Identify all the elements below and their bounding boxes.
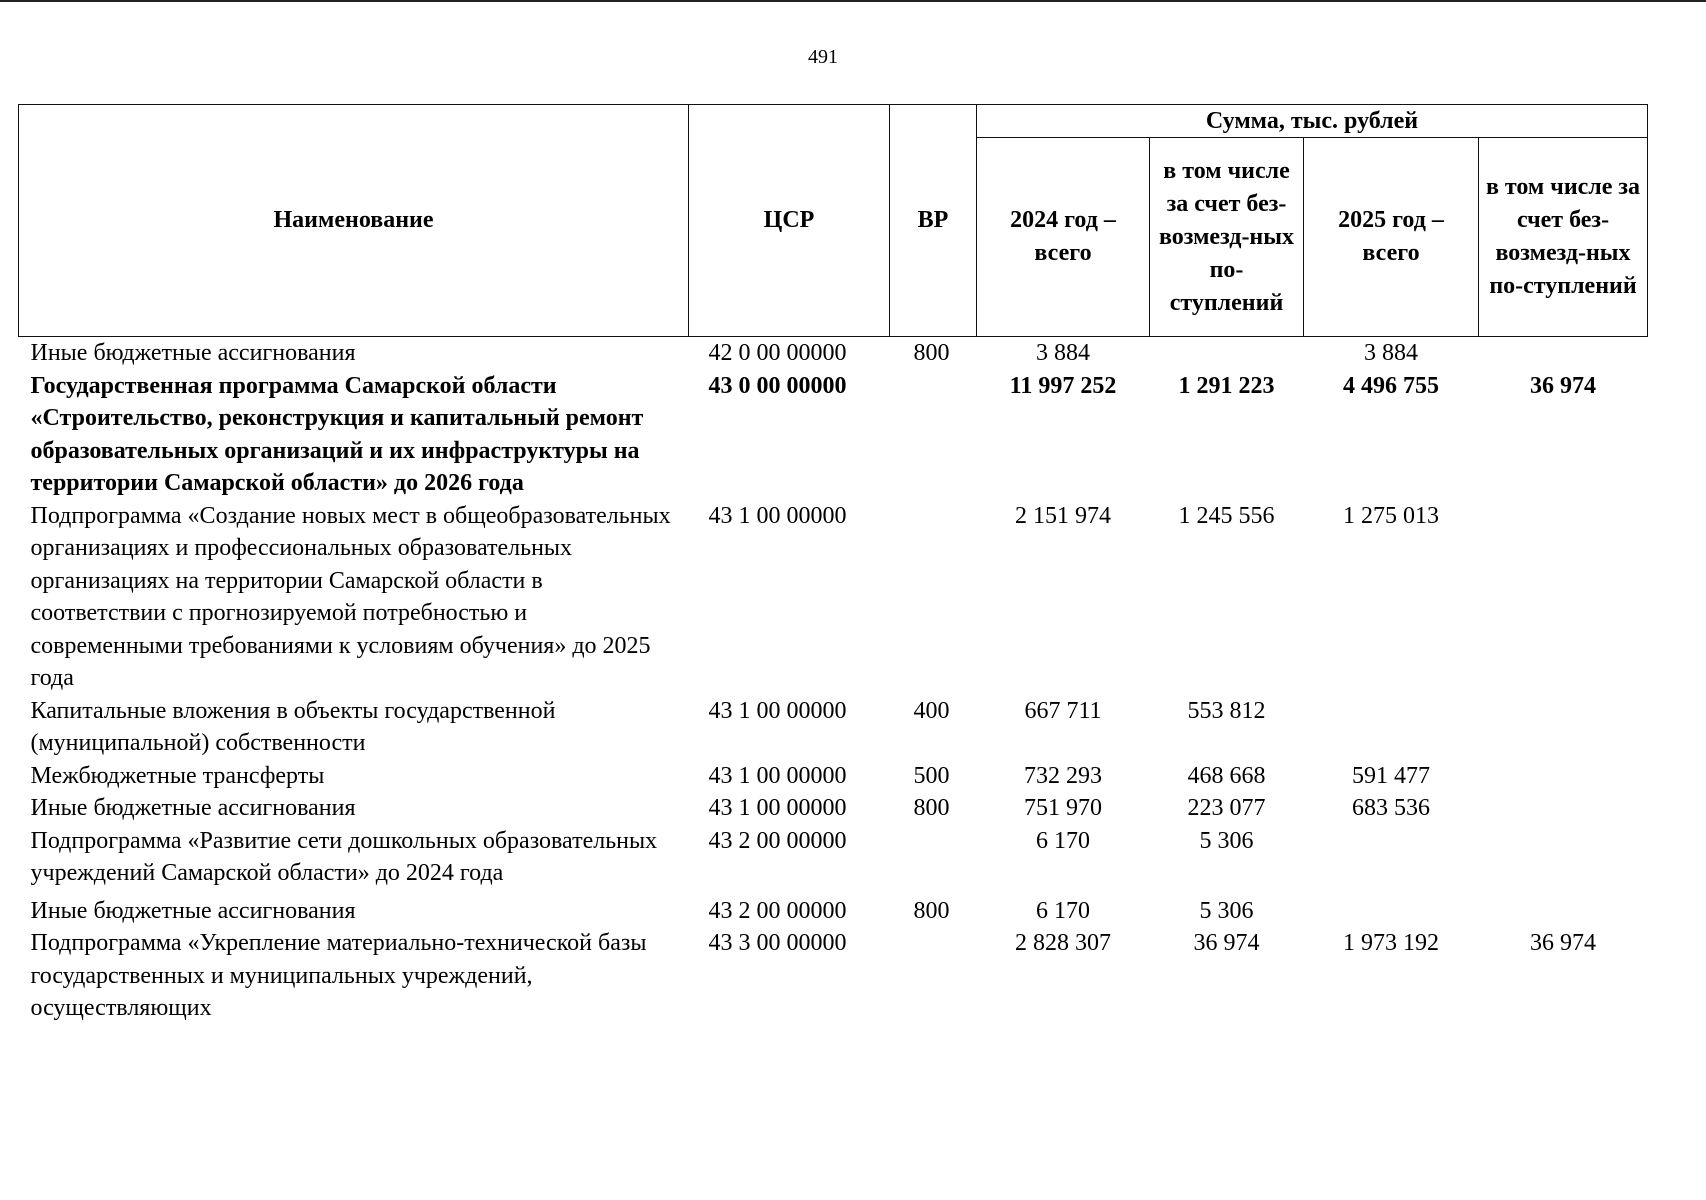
row-2024-grants: 468 668: [1187, 762, 1266, 789]
row-2025-grants: 36 974: [1530, 372, 1596, 399]
row-2025-total: 683 536: [1352, 795, 1430, 821]
row-2024-grants: 5 306: [1199, 897, 1254, 924]
row-vr: 500: [913, 762, 950, 789]
row-2025-total: [1304, 825, 1479, 890]
row-2024-grants: 553 812: [1187, 697, 1266, 724]
row-csr: 43 1 00 00000: [708, 762, 847, 789]
row-csr: 43 1 00 00000: [708, 697, 847, 724]
header-2024-total: 2024 год – всего: [977, 138, 1150, 337]
row-2024-total: 2 828 307: [1015, 930, 1111, 956]
row-2025-total: 1 973 192: [1343, 930, 1439, 956]
table-row: [19, 792, 1648, 825]
row-2025-grants: [1479, 500, 1648, 695]
row-csr: 43 3 00 00000: [708, 930, 847, 956]
row-name: Подпрограмма «Укрепление материально-технической базы государственных и муниципальных учреждений, осуществляющих: [30, 930, 647, 1021]
header-csr: ЦСР: [689, 105, 890, 337]
row-2024-total: 751 970: [1024, 795, 1102, 821]
row-2024-total: 6 170: [1036, 827, 1090, 854]
row-2024-total: 667 711: [1024, 697, 1102, 724]
row-2025-total: [1304, 695, 1479, 760]
row-vr: [890, 927, 977, 1025]
row-name: Иные бюджетные ассигнования: [30, 795, 356, 821]
row-csr: 43 2 00 00000: [708, 827, 847, 854]
header-name: Наименование: [19, 105, 689, 337]
row-2025-grants: [1479, 792, 1648, 825]
row-vr: [890, 370, 977, 500]
table-row: [19, 695, 1648, 760]
row-2024-grants: 1 291 223: [1178, 372, 1275, 399]
row-2024-grants: 5 306: [1199, 827, 1254, 854]
header-vr: ВР: [890, 105, 977, 337]
top-rule: [0, 0, 1706, 2]
row-2024-total: 6 170: [1036, 897, 1090, 924]
row-vr: [890, 500, 977, 695]
row-2024-grants: 223 077: [1187, 795, 1266, 821]
row-2024-total: 11 997 252: [1009, 372, 1117, 399]
row-name: Иные бюджетные ассигнования: [30, 340, 356, 366]
row-name: Межбюджетные трансферты: [30, 762, 325, 789]
table-row: [19, 825, 1648, 890]
table-row: [19, 760, 1648, 793]
table-row: [19, 890, 1648, 928]
row-vr: 800: [913, 795, 950, 821]
header-sum-group: Сумма, тыс. рублей: [977, 105, 1648, 138]
row-name: Иные бюджетные ассигнования: [30, 897, 356, 924]
row-2025-grants: [1479, 825, 1648, 890]
row-2025-grants: 36 974: [1530, 930, 1596, 956]
row-2025-grants: [1479, 890, 1648, 928]
table-row: [19, 500, 1648, 695]
row-2024-total: 2 151 974: [1015, 502, 1111, 529]
row-name: Подпрограмма «Создание новых мест в общеобразовательных организациях и профессиональных образовательных организациях на территории Самарской области в соответствии с прогнозируемой потребностью и современными требованиями к условиям обучения» до 2025 года: [30, 502, 671, 691]
header-2025-total: 2025 год – всего: [1304, 138, 1479, 337]
row-2024-total: 3 884: [1036, 340, 1090, 366]
row-2025-grants: [1479, 760, 1648, 793]
page-number: 491: [808, 46, 838, 68]
row-2024-total: 732 293: [1024, 762, 1102, 789]
row-2025-total: 3 884: [1364, 340, 1418, 366]
row-name: Подпрограмма «Развитие сети дошкольных образовательных учреждений Самарской области» до 2024 года: [30, 827, 658, 886]
row-2024-grants: 36 974: [1193, 930, 1260, 956]
row-vr: [890, 825, 977, 890]
row-name: Капитальные вложения в объекты государственной (муниципальной) собственности: [30, 697, 556, 756]
row-csr: 43 1 00 00000: [708, 502, 847, 529]
row-2025-total: 591 477: [1352, 762, 1430, 789]
row-2024-grants: [1150, 337, 1304, 370]
row-name: Государственная программа Самарской области «Строительство, реконструкция и капитальный ремонт образовательных организаций и их инфраструктуры на территории Самарской области» до 2026 года: [30, 372, 644, 496]
table-row: [19, 927, 1648, 1025]
row-2025-total: 4 496 755: [1343, 372, 1439, 399]
table-row: [19, 337, 1648, 370]
table-row: [19, 370, 1648, 500]
row-csr: 43 1 00 00000: [708, 795, 847, 821]
row-2025-grants: [1479, 337, 1648, 370]
row-2025-total: 1 275 013: [1343, 502, 1439, 529]
header-2025-grants: в том числе за счет без-возмезд-ных по-ступлений: [1479, 138, 1648, 337]
row-vr: 800: [913, 340, 950, 366]
row-vr: 800: [913, 897, 950, 924]
header-2024-grants: в том числе за счет без-возмезд-ных по-ступлений: [1150, 138, 1304, 337]
row-csr: 43 2 00 00000: [708, 897, 847, 924]
row-csr: 42 0 00 00000: [708, 340, 847, 366]
row-2025-total: [1304, 890, 1479, 928]
row-2025-grants: [1479, 695, 1648, 760]
row-csr: 43 0 00 00000: [708, 372, 847, 399]
budget-table: [18, 104, 1648, 1025]
row-vr: 400: [913, 697, 950, 724]
row-2024-grants: 1 245 556: [1178, 502, 1275, 529]
